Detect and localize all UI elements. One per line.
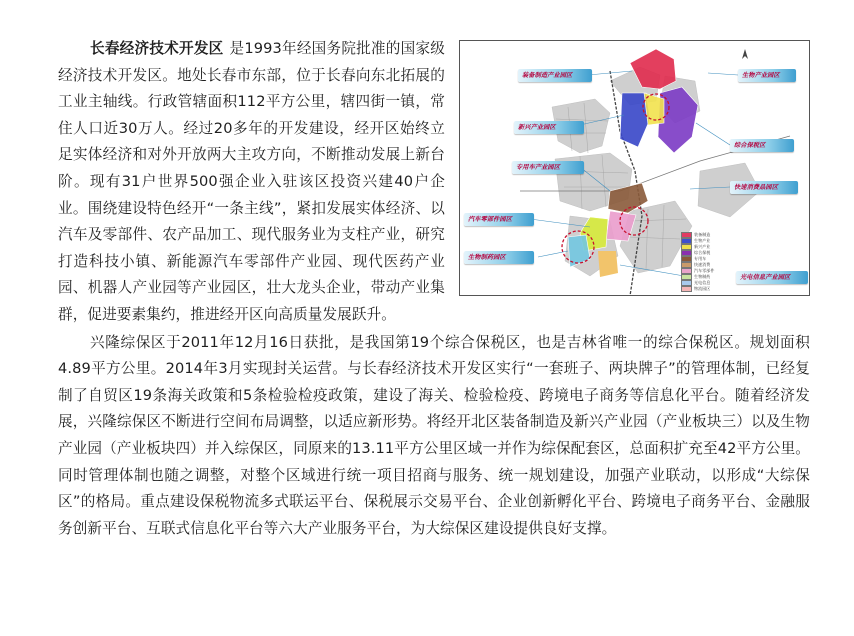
legend-label: 汽车零部件 <box>694 268 715 273</box>
label-bio-pharma: 生物制药园区 <box>464 251 534 264</box>
legend-label: 专用车 <box>694 256 707 261</box>
label-logistics: 快速消费品园区 <box>730 181 798 194</box>
label-special: 专用车产业园区 <box>512 161 584 174</box>
label-comprehensive: 综合保税区 <box>730 139 794 152</box>
label-optoelectronic: 光电信息产业园区 <box>736 271 808 284</box>
industrial-zone-map <box>459 40 810 296</box>
legend-label: 快速消费 <box>694 262 711 267</box>
north-arrow-icon <box>742 49 748 59</box>
legend-label: 装备制造 <box>694 232 711 237</box>
legend-label: 物流园区 <box>694 286 711 291</box>
paragraph-2: 兴隆综保区于2011年12月16日获批，是我国第19个综合保税区，也是吉林省唯一的综合保税区。规划面积4.89平方公里。2014年3月实现封关运营。与长春经济技术开发区实行“一套班子、两块牌子”的管理体制，已经复制了自贸区19条海关政策和5条检验检疫政策，建设了海关、检验检疫、跨境电子商务等信息化平台。随着经济发展，兴隆综保区不断进行空间布局调整，以适应新形势。将经开北区装备制造及新兴产业园（产业板块三）以及生物产业园（产业板块四）并入综保区，同原来的13.11平方公里区域一并作为综保配套区，总面积扩充至42平方公里。同时管理体制也随之调整，对整个区域进行统一项目招商与服务、统一规划建设，加强产业联动，以形成“大综保区”的格局。重点建设保税物流多式联运平台、保税展示交易平台、企业创新孵化平台、跨境电子商务平台、金融服务创新平台、互联式信息化平台等六大产业服务平台，为大综保区建设提供良好支撑。 <box>58 333 810 537</box>
label-equipment: 装备制造产业园区 <box>518 69 592 82</box>
legend-label: 生物制药 <box>694 274 711 279</box>
label-emerging: 新兴产业园区 <box>514 121 584 134</box>
optoelectronic-zone <box>598 251 618 277</box>
legend-swatch <box>681 286 692 292</box>
legend-label: 生物产业 <box>694 238 711 243</box>
map-legend <box>681 232 729 292</box>
legend-item <box>681 286 729 292</box>
legend-label: 新兴产业 <box>694 244 711 249</box>
heading-cetdz: 长春经济技术开发区 <box>90 40 224 57</box>
paragraph-1-body: 是1993年经国务院批准的国家级经济技术开发区。地处长春市东部，位于长春向东北拓展的工业主轴线。行政管辖面积112平方公里，辖四街一镇，常住人口近30万人。经过20多年的开发建设，经开区始终立足实体经济和对外开放两大主攻方向，不断推动发展上新台阶。现有31户世界500强企业入驻该区投资兴建40户企业。围绕建设特色经开“一条主线”，紧扣发展实体经济、以汽车及零部件、农产品加工、现代服务业为支柱产业，研究打造科技小镇、新能源汽车零部件产业园、现代医药产业园、机器人产业园等产业园区，壮大龙头企业，带动产业集群，促进要素集约，推进经开区向高质量发展跃升。 <box>58 40 445 323</box>
article <box>58 36 810 542</box>
label-auto-parts: 汽车零部件园区 <box>464 213 534 226</box>
legend-label: 综合保税 <box>694 250 711 255</box>
label-bio: 生物产业园区 <box>738 69 796 82</box>
legend-label: 光电信息 <box>694 280 711 285</box>
